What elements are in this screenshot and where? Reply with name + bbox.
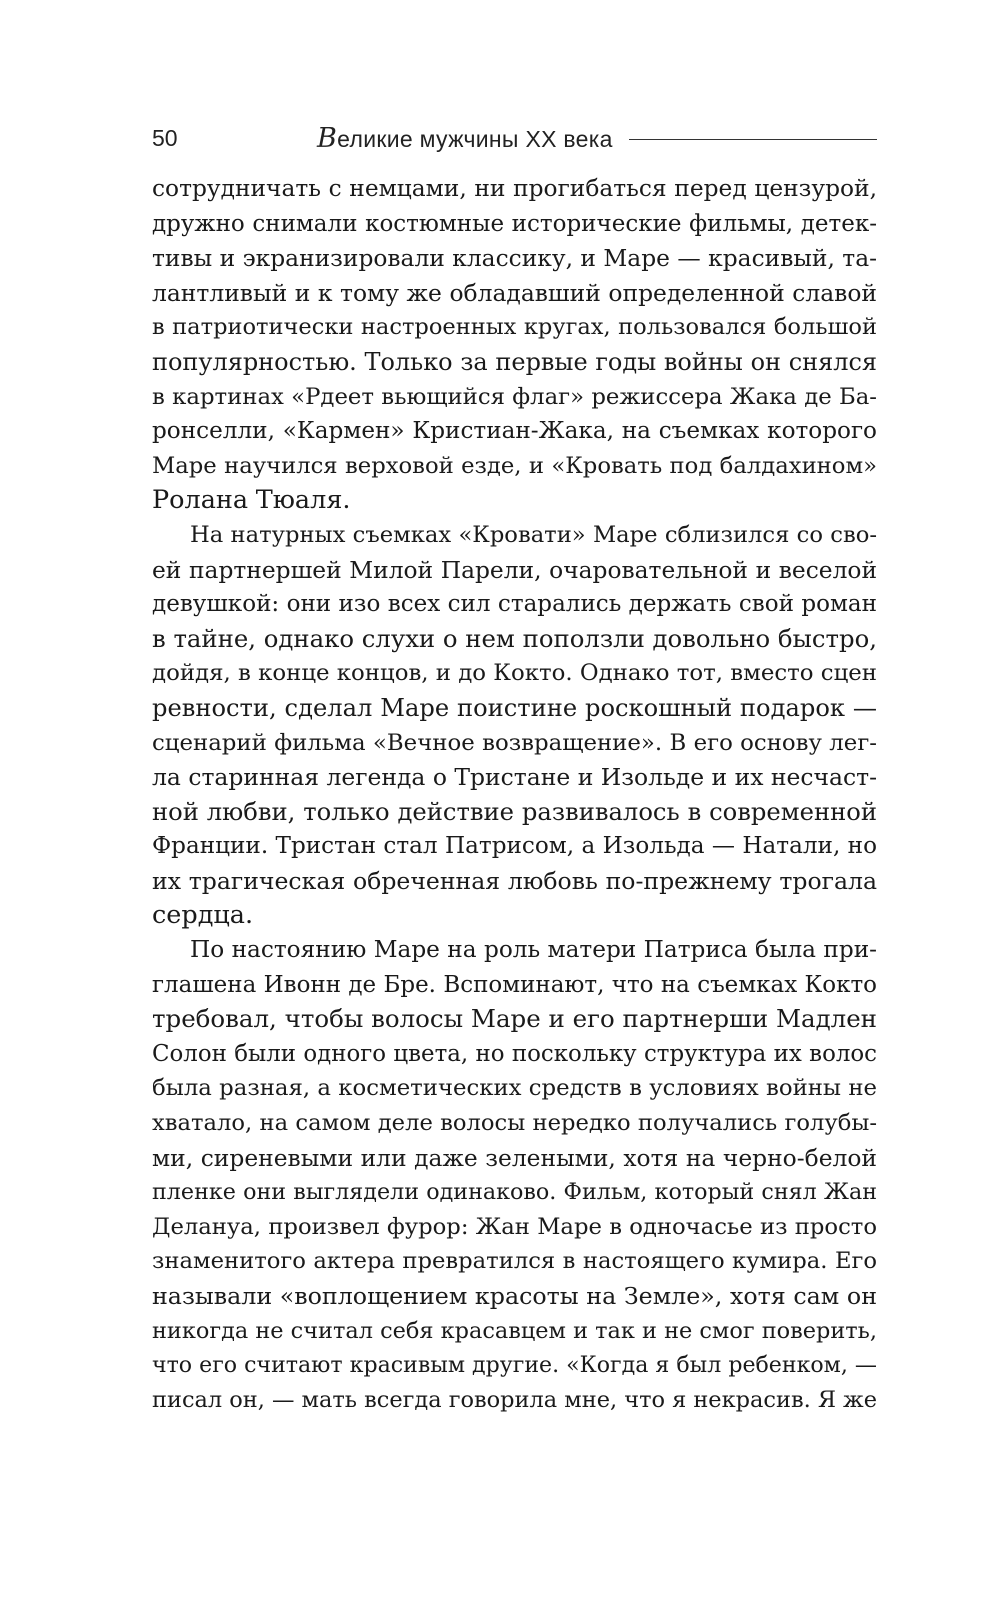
text-line: Ролана Тюаля. [152, 485, 351, 516]
header-rule [629, 139, 877, 140]
text-line: пленке они выглядели одинаково. Фильм, который снял Жан [152, 1179, 877, 1206]
text-line: в картинах «Рдеет вьющийся флаг» режиссера Жака де Ба- [152, 383, 877, 410]
text-line: Франции. Тристан стал Патрисом, а Изольда — Натали, но [152, 833, 877, 860]
text-line: лантливый и к тому же обладавший определенной славой [152, 278, 877, 307]
text-line: популярностью. Только за первые годы войны он снялся [152, 347, 877, 376]
text-line: знаменитого актера превратился в настоящего кумира. Его [152, 1248, 877, 1275]
page-number: 50 [152, 124, 178, 151]
text-line: ной любви, только действие развивалось в современной [152, 796, 877, 826]
text-line: требовал, чтобы волосы Маре и его партнерши Мадлен [152, 1004, 877, 1034]
text-line: сотрудничать с немцами, ни прогибаться перед цензурой, [152, 175, 877, 202]
running-title-text: еликие мужчины XX века [337, 125, 613, 152]
text-line: девушкой: они изо всех сил старались держать свой роман [152, 591, 877, 618]
text-line: ревности, сделал Маре поистине роскошный подарок — [152, 693, 877, 722]
text-line: По настоянию Маре на роль матери Патриса была при- [190, 936, 877, 964]
text-line: хватало, на самом деле волосы нередко получались голубы- [152, 1110, 877, 1137]
text-line: дойдя, в конце концов, и до Кокто. Однако тот, вместо сцен [152, 660, 877, 687]
text-line: никогда не считал себя красавцем и так и не смог поверить, [152, 1317, 877, 1344]
text-line: была разная, а косметических средств в условиях войны не [152, 1075, 877, 1102]
running-title [317, 123, 613, 154]
text-line: ронселли, «Кармен» Кристиан-Жака, на съемках которого [152, 418, 877, 445]
text-line: что его считают красивым другие. «Когда я был ребенком, — [152, 1352, 877, 1379]
text-line: глашена Ивонн де Бре. Вспоминают, что на съемках Кокто [152, 971, 877, 998]
text-line: ей партнершей Милой Парели, очаровательной и веселой [152, 555, 877, 584]
text-line: Солон были одного цвета, но поскольку структура их волос [152, 1040, 877, 1067]
text-line: сердца. [152, 900, 254, 931]
running-title-initial: В [317, 122, 338, 154]
text-line: На натурных съемках «Кровати» Маре сблизился со сво- [190, 521, 877, 548]
text-line: Маре научился верховой езде, и «Кровать под балдахином» [152, 452, 877, 479]
text-line: в патриотически настроенных кругах, пользовался большой [152, 314, 877, 341]
text-line: в тайне, однако слухи о нем поползли довольно быстро, [152, 623, 877, 653]
text-line: называли «воплощением красоты на Земле», хотя сам он [152, 1282, 877, 1310]
running-header [152, 118, 877, 158]
text-line: их трагическая обреченная любовь по-прежнему трогала [152, 866, 877, 895]
body-text [152, 172, 877, 1417]
text-line: Делануа, произвел фурор: Жан Маре в одночасье из просто [152, 1213, 877, 1240]
text-line: писал он, — мать всегда говорила мне, что я некрасив. Я же [152, 1386, 877, 1413]
text-line: дружно снимали костюмные исторические фильмы, детек- [152, 210, 877, 237]
text-line: тивы и экранизировали классику, и Маре — красивый, та- [152, 244, 877, 273]
text-line: сценарий фильма «Вечное возвращение». В его основу лег- [152, 729, 877, 756]
text-line: ми, сиреневыми или даже зелеными, хотя на черно-белой [152, 1143, 877, 1172]
text-line: ла старинная легенда о Тристане и Изольде и их несчаст- [152, 763, 877, 792]
